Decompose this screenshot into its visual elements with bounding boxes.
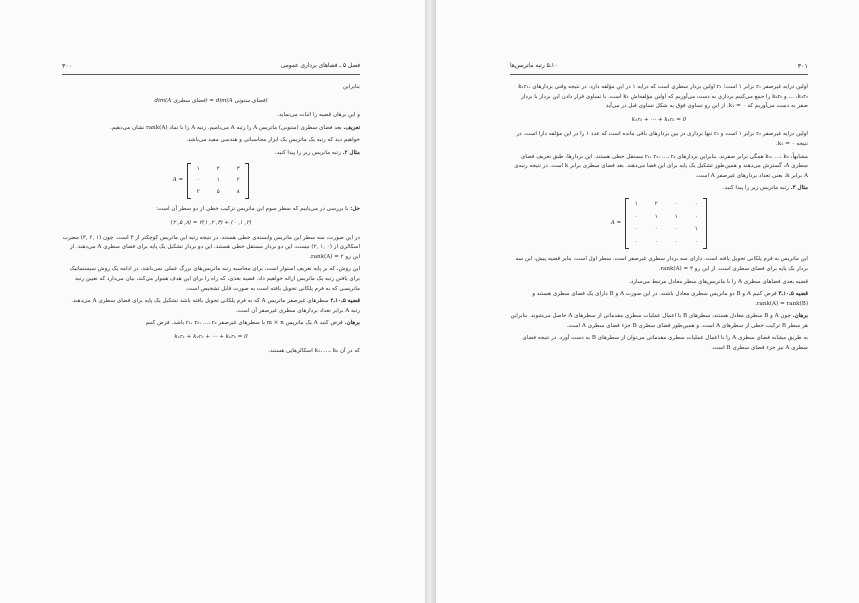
- matrix-cell: ۰: [654, 226, 658, 233]
- matrix-cell: ۸: [236, 188, 240, 195]
- page-header: [62, 62, 360, 75]
- proof-text: چون A و B سطری معادل هستند، سطرهای B با اعمال عملیات سطری مقدماتی از سطرهای A حاصل می‌شوند. بنابراین هر سطر B ترکیب خطی از سطرهای A است. و همین‌طور فضای سطری B جزء فضای سطری A است.: [510, 313, 808, 329]
- paragraph: که در آن k₁، ...، kₖ اسکالرهایی هستند.: [268, 348, 360, 355]
- matrix-display: [510, 198, 808, 249]
- matrix: [625, 198, 707, 249]
- example: [62, 149, 360, 159]
- paragraph: در این صورت، سه سطر این ماتریس وابسته‌ی خطی هستند. در نتیجه رتبه این ماتریس کوچکتر از ۳ است. چون (۱ ,۲ ,۳) مضرب اسکالری از (۰ ,۱ ,۲) نیست، این دو بردار مستقل خطی هستند. این دو بردار تشکیل یک پایه برای فضای سطری A می‌دهند. از این رو rank(A) = ۲.: [62, 234, 360, 260]
- matrix-cell: ۰: [674, 226, 678, 233]
- matrix-cell: ۰: [196, 177, 200, 184]
- matrix-cell: ۰: [674, 200, 678, 207]
- matrix-cell: ۱: [654, 213, 658, 220]
- matrix-cell: ۰: [674, 238, 678, 245]
- theorem-label: قضیه ۵ـ۱۰ـ۲: [330, 298, 360, 305]
- proof-label: برهان.: [792, 313, 808, 320]
- proof: [62, 319, 360, 329]
- proof-label: برهان.: [344, 320, 360, 327]
- paragraph: بنابراین: [343, 84, 360, 90]
- equation: k₁r₁ + k₂r₂ + ⋯ + kₖrₖ = 0: [174, 333, 248, 340]
- matrix-cell: ۱: [674, 213, 678, 220]
- left-page: [0, 0, 425, 603]
- theorem: [510, 290, 808, 309]
- matrix-cell: ۰: [634, 213, 638, 220]
- example: [510, 184, 808, 194]
- right-page: [436, 0, 859, 603]
- definition-label: تعریف.: [343, 124, 360, 131]
- matrix-cell: ۰: [634, 226, 638, 233]
- definition: [62, 124, 360, 134]
- paragraph: مشابهاً، k₃، ...، kₖ همگی برابر صفرند. بنابراین بردارهای r₁، r₂، ...، rₖ مستقل خطی هستند. این بردارها، طبق تعریف فضای سطری A، گسترش می‌دهند و همین‌طور تشکیل یک پایه برای این فضا می‌دهند. بعد فضای سطری برابر k است. در نتیجه رتبه‌ی A برابر k، یعنی تعداد بردارهای غیرصفر A است.: [514, 153, 808, 179]
- paragraph: اولین درایه غیرصفر r₁ برابر ۱ است؛ r₁ اولین بردار سطری است که درایه ۱ در این مؤلفه دارد. در نتیجه وقتی بردارهای k₁r₁، k₂r₂، ... و kₖrₖ را جمع می‌کنیم برداری به دست می‌آوریم که اولین مؤلفه‌اش k₁ است. با تساوی قرار دادن این بردار با بردار صفر به دست می‌آوریم که k₁ = ۰. از این رو تساوی فوق به شکل تساوی قبل در می‌آید: [518, 84, 808, 110]
- matrix-cell: ۱: [196, 165, 200, 172]
- solution-label: حل:: [350, 206, 360, 213]
- matrix-display: [62, 163, 360, 200]
- chapter-title: فصل ۵ ـ فضاهای برداری عمومی: [280, 63, 360, 69]
- page-header: [510, 62, 808, 75]
- matrix-cell: ۵: [216, 188, 220, 195]
- page-number: ۳۰۰: [62, 62, 73, 70]
- equation: dim(A فضای سطری) = dim(A فضای ستونی): [154, 97, 268, 104]
- paragraph: و این برهان قضیه را اثبات می‌نماید.: [277, 112, 360, 119]
- paragraph: خواهیم دید که رتبه یک ماتریس یک ابزار محاسباتی و هندسی مفید می‌باشد.: [186, 137, 360, 144]
- paragraph: این ماتریس به فرم پلکانی تحویل یافته است. دارای سه بردار سطری غیرصفر است. سطر اول است. بنابر قضیه پیش، این سه بردار یک پایه برای فضای سطری است. از این رو rank(A) = ۳.: [515, 256, 808, 272]
- matrix-cell: ۰: [694, 238, 698, 245]
- proof-text: فرض کنید A یک ماتریس m × n با سطرهای غیرصفر r₁، r₂، ...، rₖ باشد. فرض کنیم: [145, 320, 343, 327]
- proof: [510, 312, 808, 331]
- theorem-text: فرض کنیم A و B دو ماتریس سطری معادل باشند. در این صورت A و B دارای یک فضای سطری هستند و rank(A) = rank(B).: [532, 291, 808, 307]
- paragraph: اولین درایه غیرصفر r₂ برابر ۱ است و r₂ تنها برداری در بین بردارهای باقی مانده است که عدد ۱ را در این مؤلفه دارا است. در نتیجه k₂ = ۰.: [516, 131, 808, 147]
- matrix-cell: ۲: [654, 200, 658, 207]
- matrix-cell: ۰: [654, 238, 658, 245]
- matrix-label: A =: [172, 177, 184, 184]
- left-page-content: [62, 62, 360, 360]
- equation: k₂r₂ + ⋯ + kₖrₖ = 0: [631, 116, 687, 123]
- matrix-cell: ۲: [216, 165, 220, 172]
- definition-text: بعد فضای سطری (ستونی) ماتریس A را رتبه A می‌نامیم. رتبه A را با نماد rank(A) نشان می‌دهیم.: [109, 124, 342, 131]
- equation: (۲ ,۵ ,۸) = ۲(۱ ,۲ ,۳) + (۰ ,۱ ,۲): [170, 219, 252, 226]
- paragraph: قضیه بعدی فضاهای سطری A را با ماتریس‌های سطر معادل مرتبط می‌سازد.: [629, 278, 808, 285]
- book-gutter: [425, 0, 436, 603]
- solution-text: با بررسی در می‌یابیم که سطر سوم این ماتریس ترکیب خطی از دو سطر آن است:: [155, 206, 349, 213]
- matrix-cell: ۳: [236, 165, 240, 172]
- theorem: [62, 297, 360, 316]
- theorem-label: قضیه ۵ـ۱۰ـ۳: [778, 291, 808, 298]
- matrix-cell: ۰: [694, 200, 698, 207]
- example-text: رتبه ماتریس زیر را پیدا کنید.: [722, 185, 789, 192]
- solution: [62, 205, 360, 215]
- example-label: مثال ۲.: [342, 149, 360, 156]
- matrix-cell: ۱: [634, 200, 638, 207]
- example-text: رتبه ماتریس زیر را پیدا کنید.: [274, 149, 341, 156]
- matrix: [187, 163, 249, 200]
- matrix-cell: ۱: [216, 177, 220, 184]
- right-page-content: [510, 62, 808, 357]
- matrix-cell: ۰: [634, 238, 638, 245]
- paragraph: این روش، که بر پایه تعریف استوار است، برای محاسبه رتبه ماتریس‌های بزرگ عملی نمی‌باشد. در ادامه یک روش سیستماتیک برای یافتن رتبه یک ماتریس ارائه خواهیم داد. قضیه بعدی، که راه را برای این هدف هموار می‌کند، بیان می‌دارد که تعیین رتبه ماتریسی که به فرم پلکانی تحویل یافته است به صورت قابل تشخیص است.: [69, 266, 360, 292]
- matrix-cell: ۲: [236, 177, 240, 184]
- matrix-cell: ۲: [196, 188, 200, 195]
- page-number: ۳۰۱: [797, 62, 808, 70]
- matrix-cell: ۱: [694, 226, 698, 233]
- theorem-text: سطرهای غیرصفر ماتریس A که به فرم پلکانی تحویل یافته باشد تشکیل یک پایه برای فضای سطری A می‌دهند. رتبه A برابر تعداد بردارهای سطری غیرصفر آن است.: [71, 298, 360, 314]
- paragraph: به طریق مشابه فضای سطری A را با اعمال عملیات سطری مقدماتی می‌توان از سطرهای B به دست آورد. در نتیجه فضای سطری A نیز جزء فضای سطری B است.: [522, 335, 808, 352]
- section-title: ۱۰ـ۵ رتبه ماتریس‌ها: [510, 63, 558, 69]
- matrix-cell: ۰: [694, 213, 698, 220]
- matrix-label: A =: [610, 219, 622, 226]
- example-label: مثال ۳.: [790, 185, 808, 192]
